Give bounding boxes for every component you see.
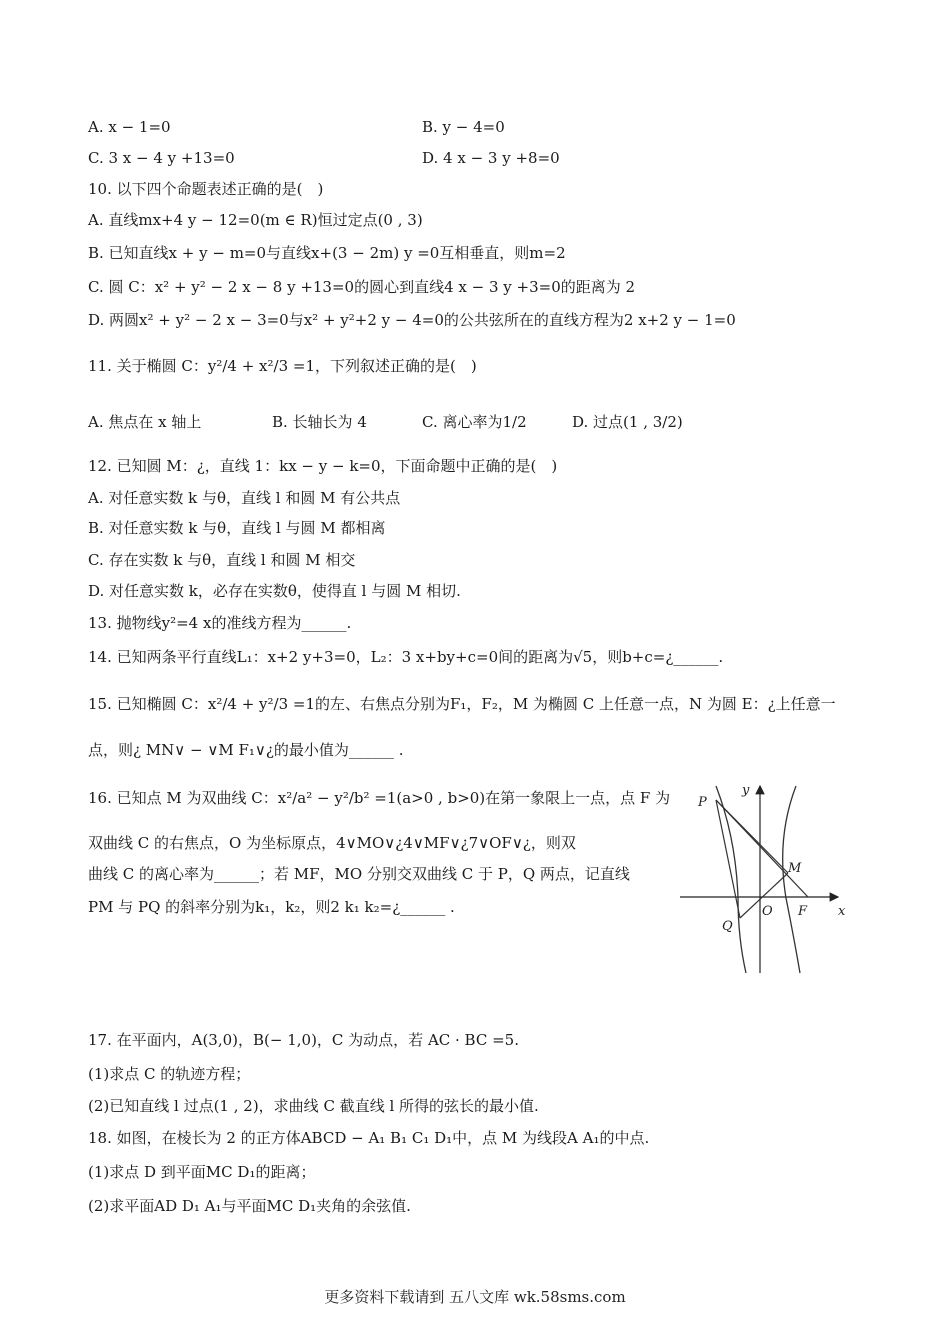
q10-stem: 10. 以下四个命题表述正确的是( ) [88, 180, 324, 198]
q16-stem-line2: 双曲线 C 的右焦点，O 为坐标原点，4∨MO∨¿4∨MF∨¿7∨OF∨¿，则双 [88, 834, 576, 852]
footer-download-note: 更多资料下载请到 五八文库 wk.58sms.com [324, 1288, 626, 1306]
q10-option-d: D. 两圆x² + y² − 2 x − 3=0与x² + y²+2 y − 4=0的公共弦所在的直线方程为2 x+2 y − 1=0 [88, 311, 736, 329]
q11-stem: 11. 关于椭圆 C：y²/4 + x²/3 =1，下列叙述正确的是( ) [88, 357, 477, 375]
q12-option-a: A. 对任意实数 k 与θ，直线 l 和圆 M 有公共点 [88, 489, 401, 507]
q11-option-d: D. 过点(1 , 3/2) [572, 413, 683, 431]
label-o: O [762, 904, 773, 919]
q16-stem-line4: PM 与 PQ 的斜率分别为k₁，k₂，则2 k₁ k₂=¿______ . [88, 898, 455, 916]
label-x: x [838, 904, 846, 919]
q11-option-c: C. 离心率为1/2 [422, 413, 527, 431]
q10-option-b: B. 已知直线x + y − m=0与直线x+(3 − 2m) y =0互相垂直，则m=2 [88, 244, 566, 262]
q10-option-a: A. 直线mx+4 y − 12=0(m ∈ R)恒过定点(0 , 3) [88, 211, 423, 229]
line-pf [716, 800, 808, 897]
q11-option-a: A. 焦点在 x 轴上 [88, 413, 202, 431]
left-branch [716, 786, 746, 973]
q9-option-b: B. y − 4=0 [422, 118, 505, 136]
line-pq [716, 800, 740, 918]
label-m: M [788, 861, 802, 876]
q9-option-d: D. 4 x − 3 y +8=0 [422, 149, 560, 167]
q10-option-c: C. 圆 C：x² + y² − 2 x − 8 y +13=0的圆心到直线4 x − 3 y +3=0的距离为 2 [88, 278, 636, 296]
label-q: Q [722, 919, 733, 934]
q12-option-b: B. 对任意实数 k 与θ，直线 l 与圆 M 都相离 [88, 519, 386, 537]
q15-stem-line1: 15. 已知椭圆 C：x²/4 + y²/3 =1的左、右焦点分别为F₁，F₂，M 为椭圆 C 上任意一点，N 为圆 E：¿上任意一 [88, 695, 836, 713]
q9-option-c: C. 3 x − 4 y +13=0 [88, 149, 235, 167]
q16-stem-line1: 16. 已知点 M 为双曲线 C：x²/a² − y²/b² =1(a>0 , b>0)在第一象限上一点，点 F 为 [88, 789, 671, 807]
q16-stem-line3: 曲线 C 的离心率为______；若 MF，MO 分别交双曲线 C 于 P，Q 两点，记直线 [88, 865, 630, 883]
q9-option-a: A. x − 1=0 [88, 118, 171, 136]
hyperbola-diagram [678, 778, 850, 978]
q12-option-c: C. 存在实数 k 与θ，直线 l 和圆 M 相交 [88, 551, 356, 569]
q18-part2: (2)求平面AD D₁ A₁与平面MC D₁夹角的余弦值. [88, 1197, 411, 1215]
label-f: F [798, 904, 808, 919]
q11-option-b: B. 长轴长为 4 [272, 413, 367, 431]
q13-stem: 13. 抛物线y²=4 x的准线方程为______. [88, 614, 352, 632]
q17-stem: 17. 在平面内，A(3,0)，B(− 1,0)，C 为动点，若 AC · BC =5. [88, 1031, 519, 1049]
label-y: y [742, 783, 750, 798]
q17-part2: (2)已知直线 l 过点(1 , 2)，求曲线 C 截直线 l 所得的弦长的最小值. [88, 1097, 539, 1115]
q12-option-d: D. 对任意实数 k，必存在实数θ，使得直 l 与圆 M 相切. [88, 582, 461, 600]
q17-part1: (1)求点 C 的轨迹方程； [88, 1065, 251, 1083]
q18-stem: 18. 如图，在棱长为 2 的正方体ABCD − A₁ B₁ C₁ D₁中，点 M 为线段A A₁的中点. [88, 1129, 650, 1147]
q15-stem-line2: 点，则¿ MN∨ − ∨M F₁∨¿的最小值为______ . [88, 741, 404, 759]
hyperbola-figure [678, 778, 850, 978]
q18-part1: (1)求点 D 到平面MC D₁的距离； [88, 1163, 316, 1181]
label-p: P [698, 795, 707, 810]
q12-stem: 12. 已知圆 M：¿，直线 1：kx − y − k=0，下面命题中正确的是( ) [88, 457, 558, 475]
q14-stem: 14. 已知两条平行直线L₁：x+2 y+3=0，L₂：3 x+by+c=0间的距离为√5，则b+c=¿______. [88, 648, 724, 666]
